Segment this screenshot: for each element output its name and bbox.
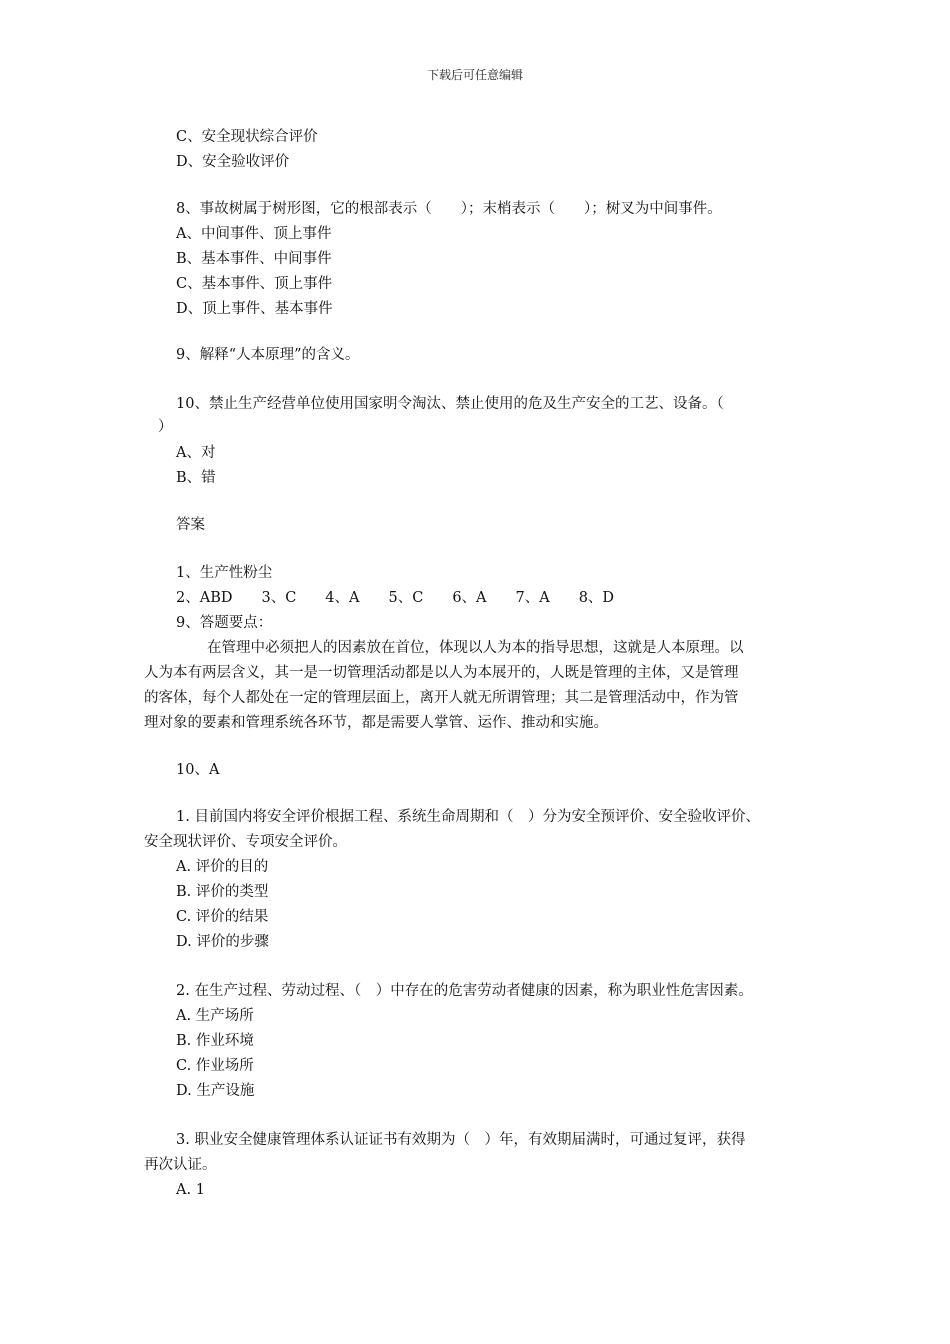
q9-stem: 9、解释“人本原理”的含义。 bbox=[176, 347, 360, 363]
set2-q3-line1: 3. 职业安全健康管理体系认证证书有效期为（ ）年，有效期届满时，可通过复评，获得 bbox=[176, 1132, 746, 1148]
q7-option-d: D、安全验收评价 bbox=[176, 154, 290, 170]
set2-q2-option-a: A. 生产场所 bbox=[176, 1008, 254, 1024]
answer-9-line: 的客体，每个人都处在一定的管理层面上，离开人就无所谓管理；其二是管理活动中，作为管 bbox=[144, 690, 739, 706]
answers-title: 答案 bbox=[176, 517, 205, 533]
set2-q3-option-a: A. 1 bbox=[176, 1182, 205, 1198]
page-header: 下载后可任意编辑 bbox=[426, 68, 523, 82]
set2-q2-option-b: B. 作业环境 bbox=[176, 1033, 254, 1049]
answer-1: 1、生产性粉尘 bbox=[176, 565, 273, 581]
q10-option-a: A、对 bbox=[176, 445, 216, 461]
q8-option-d: D、顶上事件、基本事件 bbox=[176, 301, 333, 317]
set2-q1-option-b: B. 评价的类型 bbox=[176, 884, 269, 900]
q7-option-c: C、安全现状综合评价 bbox=[176, 129, 318, 145]
set2-q1-option-a: A. 评价的目的 bbox=[176, 859, 269, 875]
answer-9-line: 理对象的要素和管理系统各环节，都是需要人掌管、运作、推动和实施。 bbox=[144, 715, 608, 731]
q8-option-c: C、基本事件、顶上事件 bbox=[176, 276, 333, 292]
q8-option-b: B、基本事件、中间事件 bbox=[176, 251, 332, 267]
q10-stem-line1: 10、禁止生产经营单位使用国家明令淘汰、禁止使用的危及生产安全的工艺、设备。（ bbox=[176, 396, 724, 412]
answer-10: 10、A bbox=[176, 762, 220, 778]
q10-option-b: B、错 bbox=[176, 470, 216, 486]
q8-stem: 8、事故树属于树形图，它的根部表示（ ）；末梢表示（ ）；树叉为中间事件。 bbox=[176, 201, 722, 217]
set2-q1-line2: 安全现状评价、专项安全评价。 bbox=[144, 834, 347, 850]
answer-2-8: 2、ABD 3、C 4、A 5、C 6、A 7、A 8、D bbox=[176, 590, 615, 606]
answer-9-line: 在管理中必须把人的因素放在首位，体现以人为本的指导思想，这就是人本原理。以 bbox=[207, 640, 744, 656]
q8-option-a: A、中间事件、顶上事件 bbox=[176, 226, 332, 242]
set2-q1-option-c: C. 评价的结果 bbox=[176, 909, 269, 925]
set2-q2-option-c: C. 作业场所 bbox=[176, 1058, 254, 1074]
set2-q1-line1: 1. 目前国内将安全评价根据工程、系统生命周期和（ ）分为安全预评价、安全验收评价、 bbox=[176, 809, 760, 825]
answer-9-title: 9、答题要点： bbox=[176, 615, 273, 631]
set2-q3-line2: 再次认证。 bbox=[144, 1157, 217, 1173]
set2-q1-option-d: D. 评价的步骤 bbox=[176, 934, 269, 950]
answer-9-line: 人为本有两层含义，其一是一切管理活动都是以人为本展开的，人既是管理的主体，又是管理 bbox=[144, 665, 739, 681]
set2-q2-line1: 2. 在生产过程、劳动过程、（ ）中存在的危害劳动者健康的因素，称为职业性危害因素。 bbox=[176, 983, 753, 999]
q10-stem-line2: ） bbox=[158, 419, 173, 435]
set2-q2-option-d: D. 生产设施 bbox=[176, 1083, 255, 1099]
